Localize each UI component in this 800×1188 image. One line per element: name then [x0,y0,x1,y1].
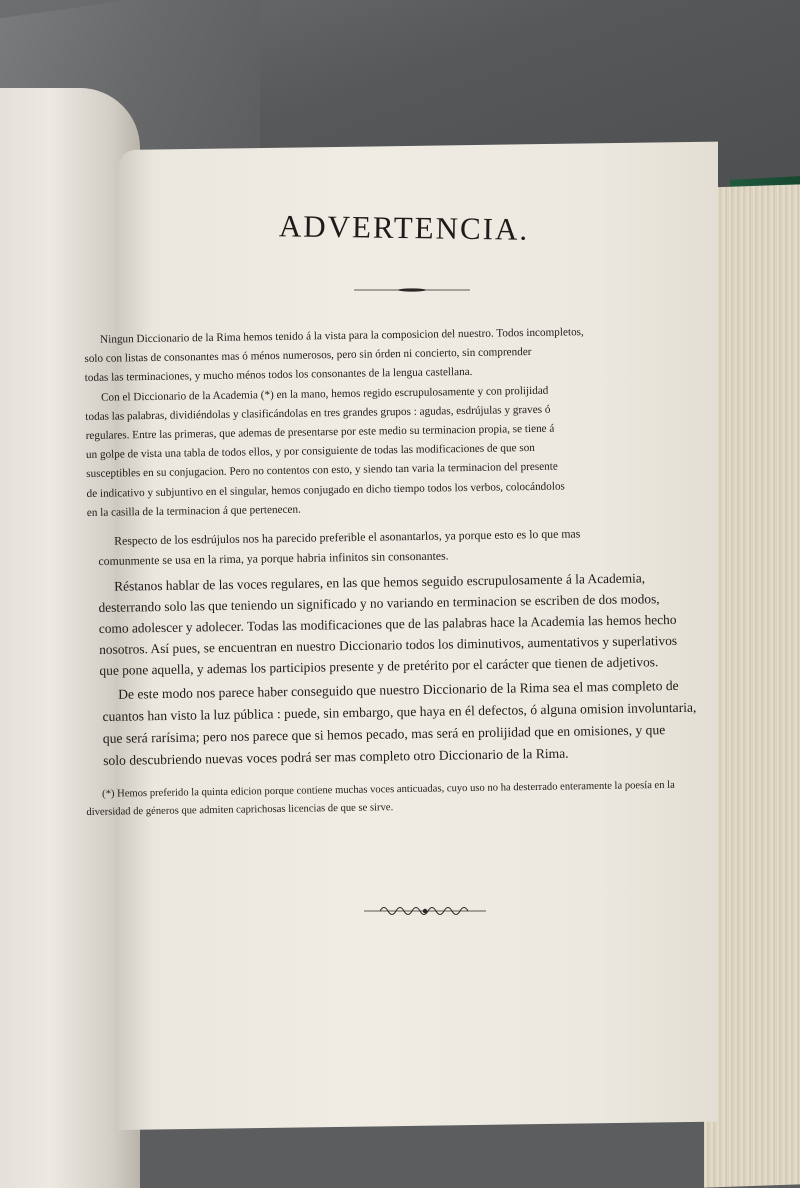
paragraph-line: como adolescer y adolecer. Todas las modificaciones que de las palabras hace la Academia las hemos hecho [98,611,677,636]
paragraph-line: De este modo nos parece haber conseguido que nuestro Diccionario de la Rima sea el mas completo de [118,677,679,702]
paragraph-line: cuantos han visto la luz pública : puede, sin embargo, que haya en él defectos, ó alguna omision involuntaria, [102,699,697,724]
paragraph-line: susceptibles en su conjugacion. Pero no contentos con esto, y siendo tan varia la terminacion del presente [86,460,558,481]
paragraph-line: solo descubriendo nuevas voces podrá ser mas completo otro Diccionario de la Rima. [103,745,569,768]
paragraph-line: en la casilla de la terminacion á que pertenecen. [86,503,301,519]
title-ornament-rule [354,288,470,292]
page-content [84,196,760,1056]
paragraph-line: de indicativo y subjuntivo en el singular, hemos conjugado en dicho tiempo todos los verbos, colocándolos [86,480,565,500]
paragraph-line: nosotros. Así pues, se encuentran en nuestro Diccionario todos los diminutivos, aumentativos y superlativos [99,632,678,657]
paragraph-line: Con el Diccionario de la Academia (*) en la mano, hemos regido escrupulosamente y con prolijidad [100,384,549,404]
paragraph-2 [98,521,739,571]
paragraph-line: que pone aquella, y ademas los participios presente y de pretérito por el carácter que tienen de adjetivos. [99,654,659,678]
paragraph-line: un golpe de vista una tabla de todos ellos, y por consiguiente de todas las modificaciones de que son [85,442,535,462]
paragraph-line: Respecto de los esdrújulos nos ha parecido preferible el asonantarlos, ya porque esto es lo que mas [114,526,581,548]
paragraph-line: comunmente se usa en la rima, ya porque habria infinitos sin consonantes. [98,548,449,568]
paragraph-3 [98,566,740,681]
paragraph-line: desterrando solo las que teniendo un significado y no variando en terminacion se escriben de dos modos, [98,591,660,615]
paragraph-line: Réstanos hablar de las voces regulares, en las que hemos seguido escrupulosamente á la Academia, [114,570,646,594]
paragraph-4 [102,674,753,772]
footnote [86,775,766,822]
paragraph-line: Ningun Diccionario de la Rima hemos tenido á la vista para la composicion del nuestro. Todos incompletos, [100,326,584,346]
paragraph-line: regulares. Entre las primeras, que ademas de presentarse por este medio su terminacion propia, se tiene á [85,422,555,443]
paragraph-line: todas las terminaciones, y mucho ménos todos los consonantes de la lengua castellana. [84,366,473,385]
end-vignette-ornament [360,902,490,920]
page-title: ADVERTENCIA. [278,208,530,247]
paragraph-line: todas las palabras, dividiéndolas y clasificándolas en tres grandes grupos : agudas, esdrújulas y graves ó [85,403,551,423]
paragraph-1 [84,320,767,523]
footnote-line: (*) Hemos preferido la quinta edicion porque contiene muchas voces anticuadas, cuyo uso no ha desterrado enteramente la poesía en la [102,779,675,800]
paragraph-line: que será rarísima; pero nos parece que si hemos pecado, mas será en prolijidad que en omisiones, y que [102,722,666,746]
footnote-line: diversidad de géneros que admiten caprichosas licencias de que se sirve. [86,802,394,818]
paragraph-line: solo con listas de consonantes mas ó ménos numerosos, pero sin órden ni concierto, sin comprender [84,346,532,366]
